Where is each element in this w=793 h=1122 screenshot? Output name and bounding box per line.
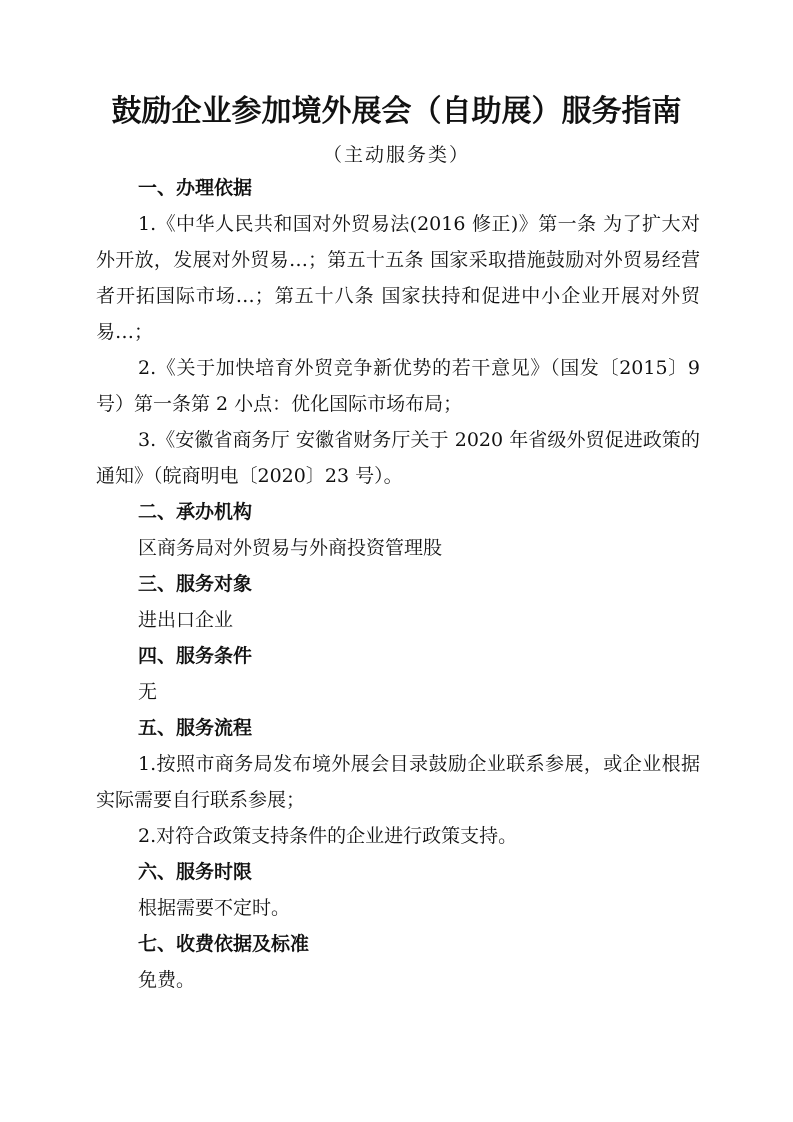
section-heading-basis: 一、办理依据	[138, 177, 253, 199]
section-heading-time-limit: 六、服务时限	[138, 861, 253, 883]
basis-paragraph-3: 3.《安徽省商务厅 安徽省财务厅关于 2020 年省级外贸促进政策的通知》（皖商明电〔2020〕23 号）。	[96, 429, 700, 487]
basis-paragraph-1: 1.《中华人民共和国对外贸易法(2016 修正)》第一条 为了扩大对外开放，发展对外贸易…；第五十五条 国家采取措施鼓励对外贸易经营者开拓国际市场…；第五十八条 国家扶持和促进中小企业开展对外贸易…；	[96, 213, 700, 343]
section-heading-conditions: 四、服务条件	[138, 645, 253, 667]
section-heading-fees: 七、收费依据及标准	[138, 933, 310, 955]
time-limit-text: 根据需要不定时。	[138, 897, 291, 919]
basis-paragraph-2: 2.《关于加快培育外贸竞争新优势的若干意见》（国发〔2015〕9 号）第一条第 2 小点：优化国际市场布局；	[96, 357, 700, 415]
document-body	[96, 170, 700, 998]
section-heading-target: 三、服务对象	[138, 573, 253, 595]
fees-text: 免费。	[138, 969, 196, 991]
section-heading-agency: 二、承办机构	[138, 501, 253, 523]
conditions-text: 无	[138, 681, 158, 703]
section-heading-process: 五、服务流程	[138, 717, 253, 739]
process-paragraph-1: 1.按照市商务局发布境外展会目录鼓励企业联系参展，或企业根据实际需要自行联系参展；	[96, 753, 700, 811]
document-subtitle: （主动服务类）	[322, 144, 470, 166]
target-text: 进出口企业	[138, 609, 234, 631]
process-paragraph-2: 2.对符合政策支持条件的企业进行政策支持。	[138, 825, 518, 847]
document-title: 鼓励企业参加境外展会（自助展）服务指南	[111, 94, 682, 129]
agency-text: 区商务局对外贸易与外商投资管理股	[138, 537, 443, 559]
